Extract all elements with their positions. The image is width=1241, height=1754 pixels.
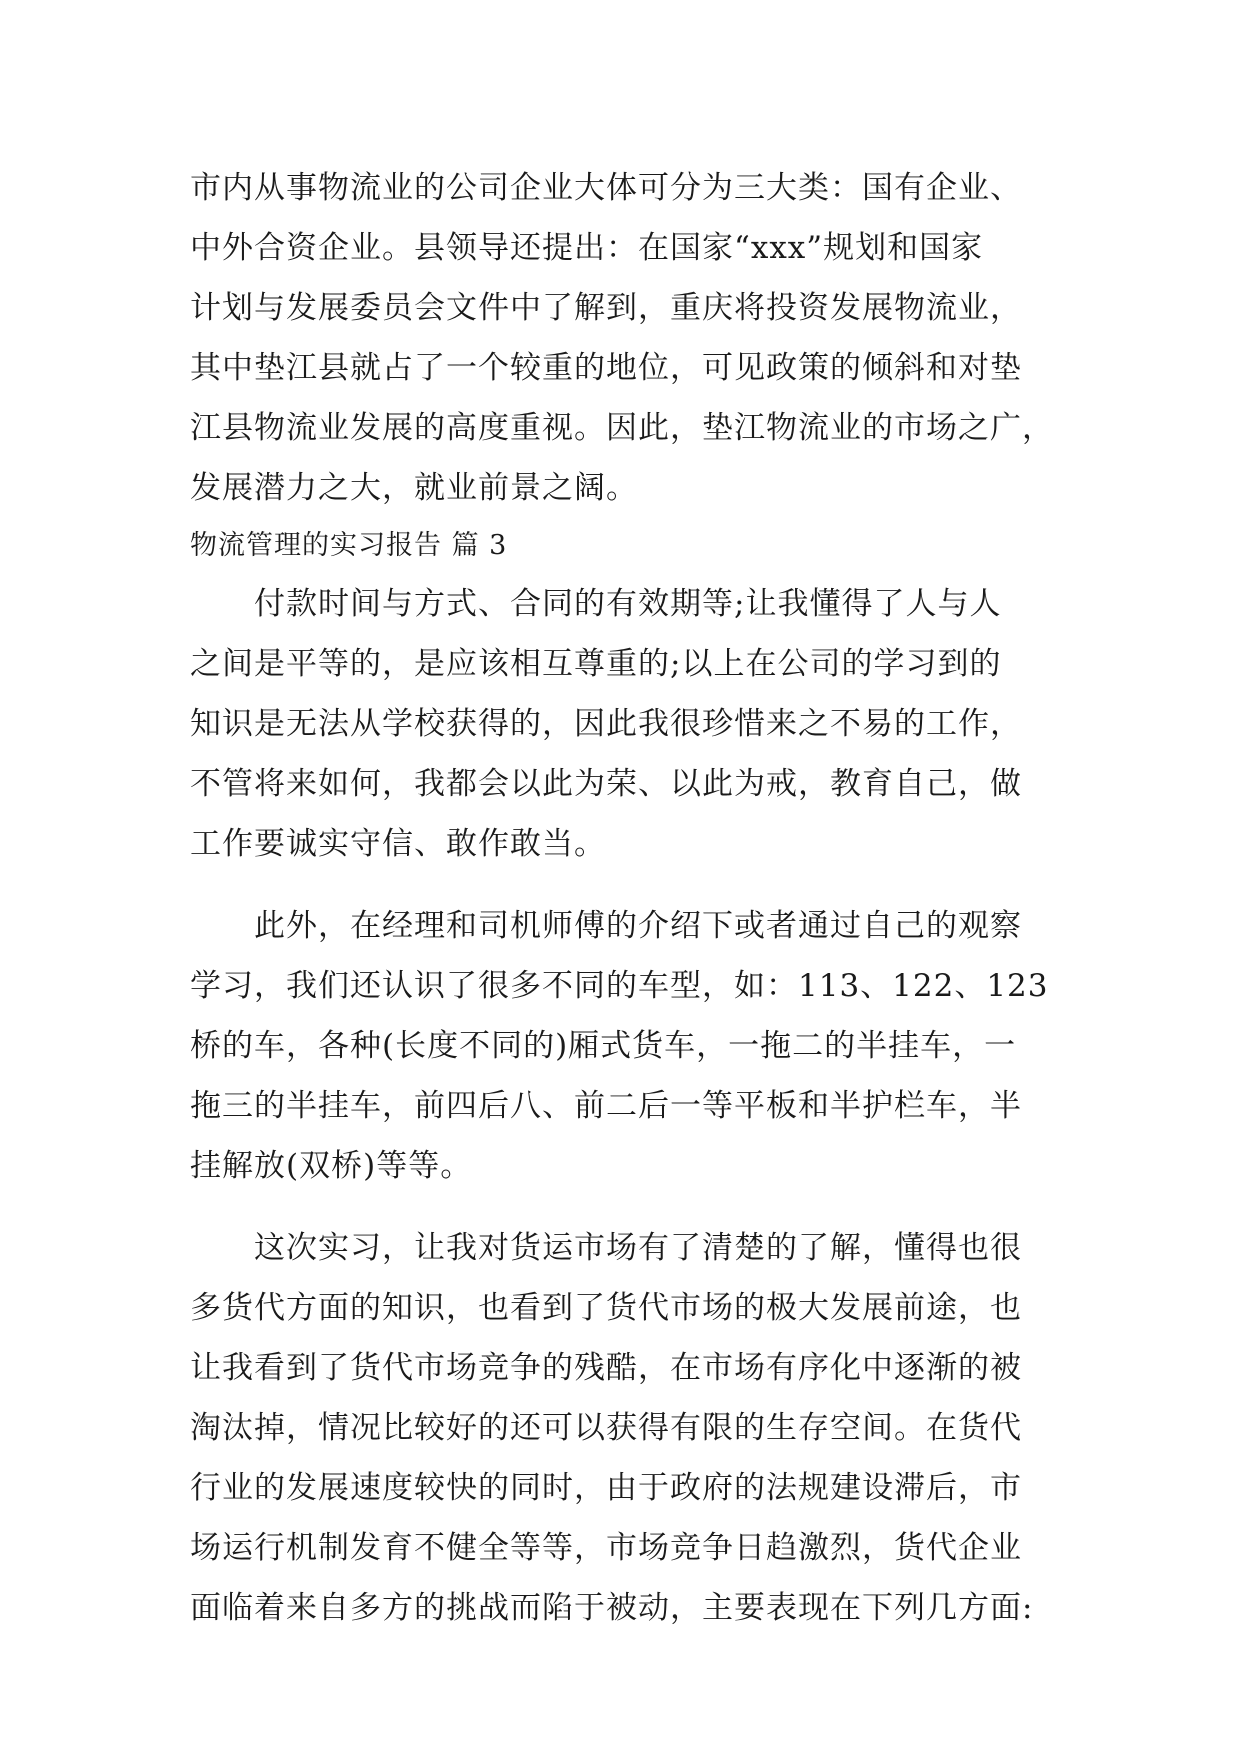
text-line: 这次实习，让我对货运市场有了清楚的了解，懂得也很 [254, 1230, 1022, 1266]
text-line: 计划与发展委员会文件中了解到，重庆将投资发展物流业， [190, 290, 1022, 326]
text-line: 发展潜力之大，就业前景之阔。 [190, 470, 638, 506]
text-line: 市内从事物流业的公司企业大体可分为三大类：国有企业、 [190, 170, 1022, 206]
text-line: 此外，在经理和司机师傅的介绍下或者通过自己的观察 [254, 908, 1022, 944]
text-line: 学习，我们还认识了很多不同的车型，如：113、122、123 [190, 968, 1049, 1004]
text-line: 江县物流业发展的高度重视。因此，垫江物流业的市场之广， [190, 410, 1054, 446]
text-line: 淘汰掉，情况比较好的还可以获得有限的生存空间。在货代 [190, 1410, 1022, 1446]
text-line: 多货代方面的知识，也看到了货代市场的极大发展前途，也 [190, 1290, 1022, 1326]
text-line: 知识是无法从学校获得的，因此我很珍惜来之不易的工作， [190, 706, 1022, 742]
text-line: 之间是平等的，是应该相互尊重的;以上在公司的学习到的 [190, 646, 1002, 682]
text-line: 行业的发展速度较快的同时，由于政府的法规建设滞后，市 [190, 1470, 1022, 1506]
text-line: 面临着来自多方的挑战而陷于被动，主要表现在下列几方面: [190, 1590, 1034, 1626]
document-body [190, 158, 1060, 1660]
text-line: 工作要诚实守信、敢作敢当。 [190, 826, 606, 862]
text-line: 付款时间与方式、合同的有效期等;让我懂得了人与人 [254, 586, 1002, 622]
text-line: 场运行机制发育不健全等等，市场竞争日趋激烈，货代企业 [190, 1530, 1022, 1566]
intro-paragraph [190, 158, 1060, 518]
section-title: 物流管理的实习报告 篇 3 [190, 530, 508, 561]
text-line: 拖三的半挂车，前四后八、前二后一等平板和半护栏车，半 [190, 1088, 1022, 1124]
paragraph-2 [190, 896, 1060, 1196]
text-line: 其中垫江县就占了一个较重的地位，可见政策的倾斜和对垫 [190, 350, 1022, 386]
paragraph-1 [190, 574, 1060, 874]
text-line: 让我看到了货代市场竞争的残酷，在市场有序化中逐渐的被 [190, 1350, 1022, 1386]
paragraph-3 [190, 1218, 1060, 1638]
text-line: 中外合资企业。县领导还提出：在国家“xxx”规划和国家 [190, 230, 984, 266]
text-line: 桥的车，各种(长度不同的)厢式货车，一拖二的半挂车，一 [190, 1028, 1017, 1064]
text-line: 不管将来如何，我都会以此为荣、以此为戒，教育自己，做 [190, 766, 1022, 802]
text-line: 挂解放(双桥)等等。 [190, 1148, 473, 1184]
